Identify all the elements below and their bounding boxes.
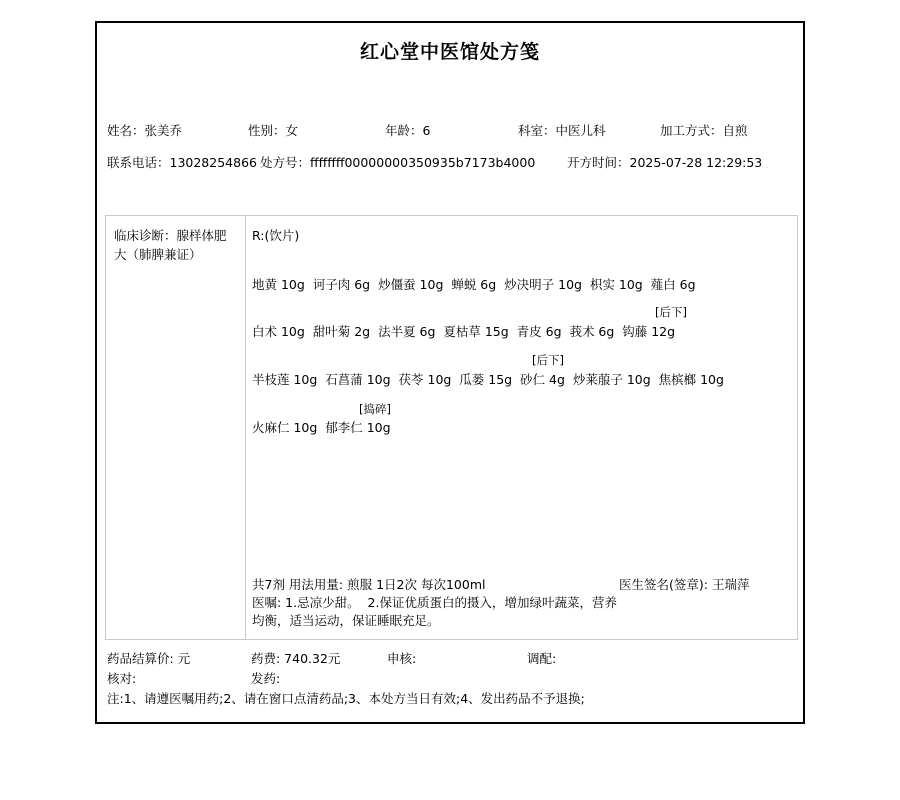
herb-line-1: 地黄 10g 诃子肉 6g 炒僵蚕 10g 蝉蜕 6g 炒决明子 10g 枳实 10g 薤白 6g bbox=[252, 277, 696, 292]
clinical-diagnosis: 临床诊断：腺样体肥大（肺脾兼证） bbox=[114, 228, 227, 262]
patient-department: 科室：中医儿科 bbox=[518, 123, 606, 138]
footer-note: 注:1、请遵医嘱用药;2、请在窗口点清药品;3、本处方当日有效;4、发出药品不予退换; bbox=[107, 691, 585, 706]
rx-number: 处方号：ffffffff00000000350935b7173b4000 bbox=[260, 155, 536, 170]
doctor-signature: 医生签名(签章): 王瑞萍 bbox=[619, 577, 750, 592]
patient-age: 年龄：6 bbox=[385, 123, 431, 138]
doctor-advice-2: 均衡，适当运动，保证睡眠充足。 bbox=[252, 613, 440, 628]
herb-line-3: 半枝莲 10g 石菖蒲 10g 茯苓 10g 瓜蒌 15g 砂仁 4g 炒莱菔子 10g 焦槟榔 10g bbox=[252, 372, 724, 387]
decoct-tag-2: [后下] bbox=[532, 353, 564, 367]
crush-tag: [捣碎] bbox=[359, 402, 391, 416]
patient-name: 姓名：张美乔 bbox=[107, 123, 183, 138]
rx-header: R:(饮片) bbox=[252, 228, 300, 243]
processing-method: 加工方式：自煎 bbox=[660, 123, 748, 138]
medicine-fee: 药费: 740.32元 bbox=[251, 651, 341, 666]
doctor-advice-1: 医嘱: 1.忌凉少甜。 2.保证优质蛋白的摄入，增加绿叶蔬菜，营养 bbox=[252, 595, 617, 610]
page-title: 红心堂中医馆处方笺 bbox=[359, 41, 540, 63]
herb-line-4: 火麻仁 10g 郁李仁 10g bbox=[252, 420, 391, 435]
patient-gender: 性别：女 bbox=[248, 123, 299, 138]
herb-line-2: 白术 10g 甜叶菊 2g 法半夏 6g 夏枯草 15g 青皮 6g 莪术 6g 钩藤 12g bbox=[252, 324, 676, 339]
usage-dosage: 共7剂 用法用量: 煎服 1日2次 每次100ml bbox=[252, 577, 486, 592]
issue-time: 开方时间：2025-07-28 12:29:53 bbox=[567, 155, 763, 170]
patient-phone: 联系电话：13028254866 bbox=[107, 155, 257, 170]
prescription-sheet bbox=[95, 21, 805, 724]
decoct-tag-1: [后下] bbox=[655, 305, 687, 319]
issue-field: 发药: bbox=[251, 671, 281, 686]
prescription-table bbox=[105, 215, 798, 640]
settlement-price: 药品结算价: 元 bbox=[107, 651, 191, 666]
check-field: 核对: bbox=[107, 671, 137, 686]
audit-field: 申核: bbox=[387, 651, 417, 666]
diagnosis-cell bbox=[106, 216, 246, 639]
dispense-field: 调配: bbox=[527, 651, 557, 666]
